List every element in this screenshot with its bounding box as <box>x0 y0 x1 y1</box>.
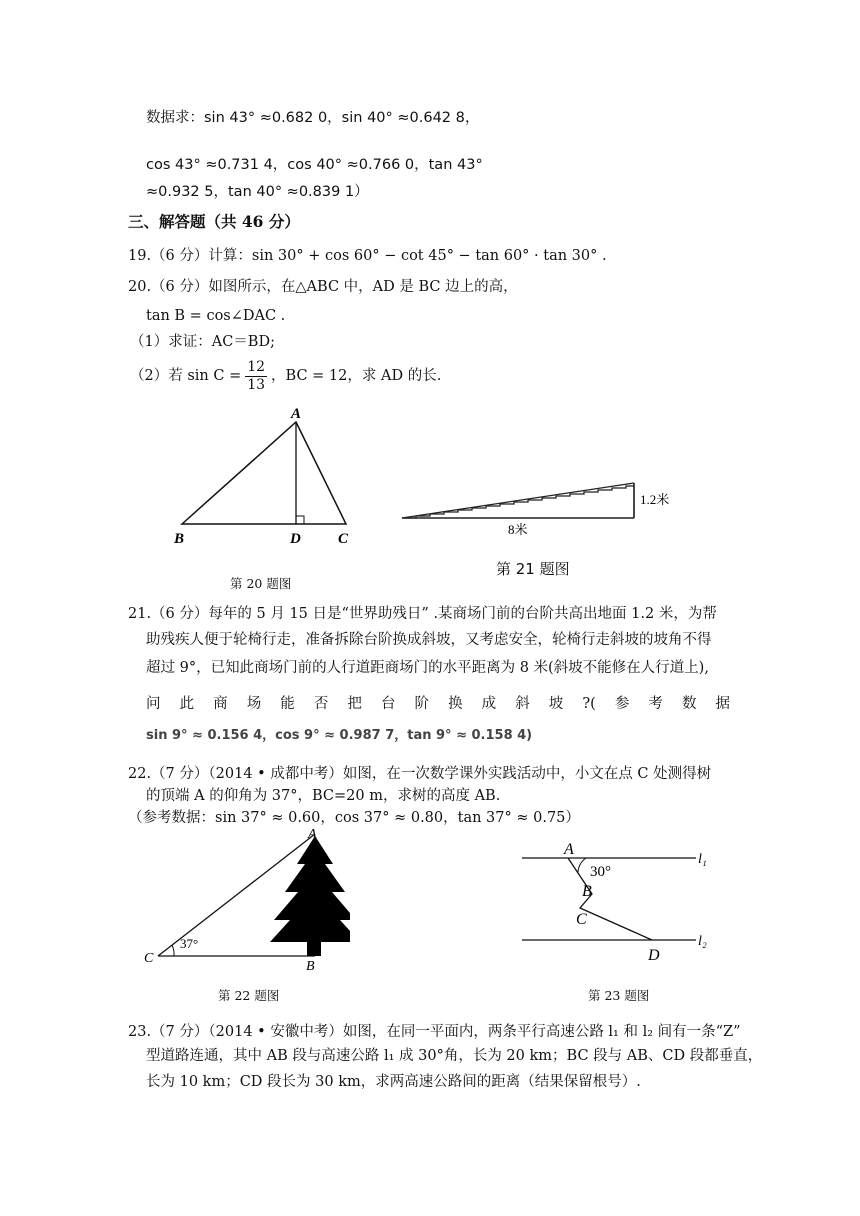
section-title: 三、解答题（共 46 分） <box>128 212 300 231</box>
figure-21-steps <box>396 476 686 548</box>
ref-data-line-3: ≈0.932 5，tan 40° ≈0.839 1） <box>146 184 369 200</box>
question-22-line-3: （参考数据：sin 37° ≈ 0.60，cos 37° ≈ 0.80，tan 37° ≈ 0.75） <box>128 810 580 826</box>
label-b: B <box>582 883 592 900</box>
figure-21-caption: 第 21 题图 <box>496 560 570 578</box>
label-a: A <box>291 406 302 422</box>
figure-22-caption: 第 22 题图 <box>218 988 280 1003</box>
q21-word: 参 <box>614 696 630 712</box>
length-label: 8米 <box>508 522 528 537</box>
label-l1: l₁ <box>698 852 707 867</box>
triangle-abc <box>182 422 346 524</box>
q21-word: 此 <box>179 696 195 712</box>
question-20-line-2: tan B = cos∠DAC . <box>146 308 286 324</box>
part-2-suffix: ，BC = 12，求 AD 的长. <box>271 368 442 384</box>
label-b: B <box>306 959 315 974</box>
angle-37: 37° <box>180 936 199 951</box>
question-20-part-1: （1）求证：AC＝BD; <box>130 334 275 350</box>
q21-word: 考 <box>648 696 663 712</box>
angle-30: 30° <box>590 864 611 880</box>
label-c: C <box>576 911 587 928</box>
question-21-line-4 <box>146 694 730 714</box>
label-b: B <box>174 531 185 547</box>
part-2-prefix: （2）若 sin C = <box>130 368 242 384</box>
fraction-denominator: 13 <box>247 376 266 393</box>
ref-data-line-2: cos 43° ≈0.731 4，cos 40° ≈0.766 0，tan 43° <box>146 157 483 173</box>
question-21-reference-values: sin 9° ≈ 0.156 4，cos 9° ≈ 0.987 7，tan 9° ≈ 0.158 4) <box>146 728 533 743</box>
question-23-line-3: 长为 10 km；CD 段长为 30 km，求两高速公路间的距离（结果保留根号）. <box>146 1074 641 1090</box>
question-21-line-1: 21.（6 分）每年的 5 月 15 日是“世界助残日” .某商场门前的台阶共高出地面 1.2 米，为帮 <box>128 606 717 622</box>
question-19: 19.（6 分）计算：sin 30° + cos 60° − cot 45° − tan 60° · tan 30° . <box>128 248 607 264</box>
figure-22-tree <box>140 822 350 974</box>
height-label: 1.2米 <box>640 492 670 507</box>
q21-word: 数 <box>681 696 697 712</box>
label-d: D <box>648 947 660 964</box>
q21-word: 能 <box>280 696 295 712</box>
label-l2: l₂ <box>698 934 707 949</box>
figure-20-caption: 第 20 题图 <box>230 576 292 591</box>
q21-word: 换 <box>448 696 463 712</box>
q21-word: 坡 <box>548 696 564 712</box>
fraction-numerator: 12 <box>247 358 266 375</box>
angle-arc <box>172 945 174 956</box>
q21-word: 成 <box>481 696 497 712</box>
right-angle-mark <box>296 516 304 524</box>
question-23-line-2: 型道路连通，其中 AB 段与高速公路 l₁ 成 30°角，长为 20 km；BC 段与 AB、CD 段都垂直， <box>146 1048 763 1064</box>
q21-word: 斜 <box>515 696 530 712</box>
question-21-line-2: 助残疾人便于轮椅行走，准备拆除台阶换成斜坡，又考虑安全，轮椅行走斜坡的坡角不得 <box>146 632 712 648</box>
q21-word: 把 <box>347 696 362 712</box>
question-22-line-1: 22.（7 分）（2014 • 成都中考）如图，在一次数学课外实践活动中，小文在点 C 处测得树 <box>128 766 712 782</box>
label-c: C <box>144 951 154 966</box>
angle-arc <box>578 858 586 873</box>
question-20-part-2 <box>130 356 441 396</box>
q21-word: 问 <box>146 696 161 712</box>
label-a: A <box>564 841 574 858</box>
question-23-line-1: 23.（7 分）（2014 • 安徽中考）如图，在同一平面内，两条平行高速公路 l₁ 和 l₂ 间有一条“Z” <box>128 1024 741 1040</box>
figure-20-triangle <box>170 402 360 550</box>
label-a: A <box>308 827 317 842</box>
q21-word: 阶 <box>414 696 429 712</box>
tree-icon <box>270 836 350 956</box>
q21-word: ?( <box>582 696 596 712</box>
q21-word: 台 <box>380 696 396 712</box>
label-c: C <box>338 531 349 547</box>
fraction-12-13 <box>245 359 267 394</box>
q21-word: 据 <box>715 696 730 712</box>
figure-23-z-road <box>516 836 716 968</box>
slope-line <box>402 483 634 518</box>
ref-data-line-1: 数据求：sin 43° ≈0.682 0，sin 40° ≈0.642 8， <box>146 110 480 126</box>
figure-23-caption: 第 23 题图 <box>588 988 650 1003</box>
q21-word: 否 <box>313 696 329 712</box>
label-d: D <box>290 531 301 547</box>
q21-word: 场 <box>246 696 262 712</box>
q21-word: 商 <box>213 696 228 712</box>
question-22-line-2: 的顶端 A 的仰角为 37°，BC=20 m，求树的高度 AB. <box>146 788 501 804</box>
question-21-line-3: 超过 9°，已知此商场门前的人行道距商场门的水平距离为 8 米(斜坡不能修在人行道上), <box>146 660 709 676</box>
question-20-line-1: 20.（6 分）如图所示，在△ABC 中，AD 是 BC 边上的高， <box>128 279 518 295</box>
